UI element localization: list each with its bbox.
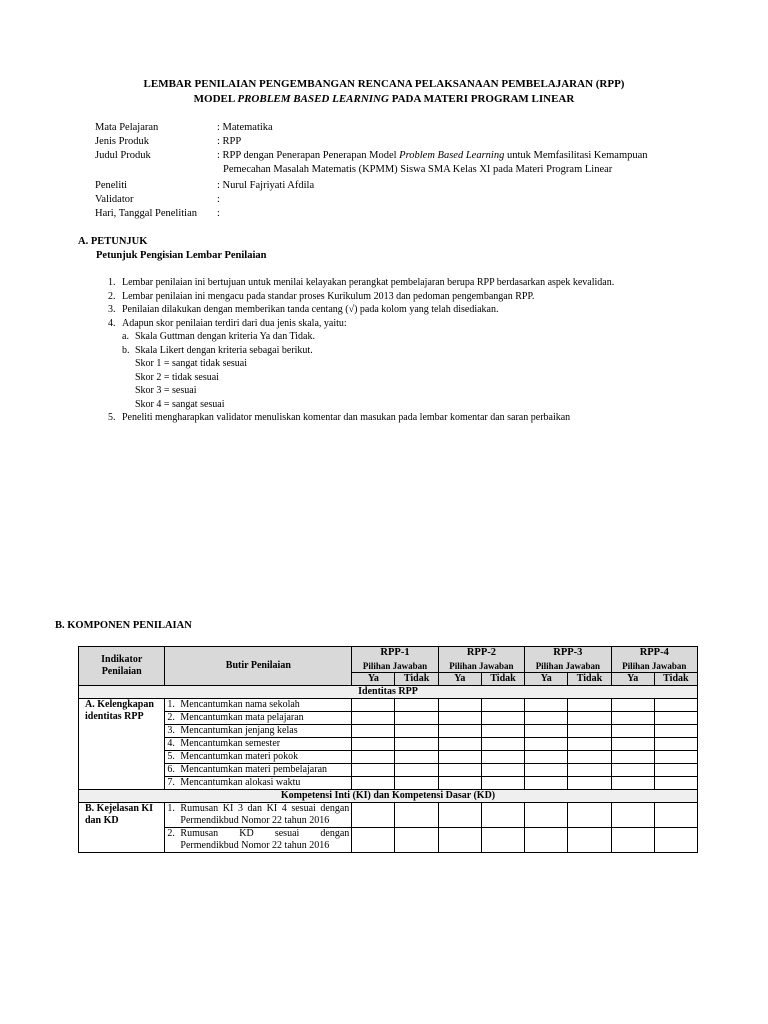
item-text: Skala Likert dengan kriteria sebagai berikut. xyxy=(135,344,313,356)
check-cell[interactable] xyxy=(611,776,654,789)
check-cell[interactable] xyxy=(568,698,611,711)
info-label: Jenis Produk xyxy=(95,136,149,147)
check-cell[interactable] xyxy=(481,737,524,750)
section-b-heading: B. KOMPONEN PENILAIAN xyxy=(55,620,192,631)
header-indikator: Indikator Penilaian xyxy=(79,647,165,686)
sub-list-item xyxy=(108,344,614,358)
butir-cell xyxy=(165,776,352,789)
item-text: Penilaian dilakukan dengan memberikan tanda centang (√) pada kolom yang telah disediakan. xyxy=(122,304,499,315)
check-cell[interactable] xyxy=(352,750,395,763)
header-ya: Ya xyxy=(611,672,654,685)
check-cell[interactable] xyxy=(568,827,611,852)
check-cell[interactable] xyxy=(611,802,654,827)
check-cell[interactable] xyxy=(438,802,481,827)
item-text: Adapun skor penilaian terdiri dari dua jenis skala, yaitu: xyxy=(122,317,347,329)
check-cell[interactable] xyxy=(568,776,611,789)
check-cell[interactable] xyxy=(654,802,697,827)
butir-number: 1. xyxy=(167,698,175,710)
check-cell[interactable] xyxy=(654,724,697,737)
check-cell[interactable] xyxy=(395,763,438,776)
check-cell[interactable] xyxy=(611,750,654,763)
table-row xyxy=(79,802,698,827)
check-cell[interactable] xyxy=(481,763,524,776)
indikator-b: B. Kejelasan KI dan KD xyxy=(79,802,165,852)
header-tidak: Tidak xyxy=(395,672,438,685)
check-cell[interactable] xyxy=(395,750,438,763)
item-number: 4. xyxy=(108,317,116,329)
group-ki-kd: Kompetensi Inti (KI) dan Kompetensi Dasar (KD) xyxy=(79,789,698,802)
check-cell[interactable] xyxy=(438,711,481,724)
item-number: 2. xyxy=(108,290,116,302)
item-number: 1. xyxy=(108,277,116,288)
check-cell[interactable] xyxy=(395,698,438,711)
petunjuk-list xyxy=(108,276,614,425)
item-number: 3. xyxy=(108,304,116,315)
check-cell[interactable] xyxy=(438,827,481,852)
table-row xyxy=(79,763,698,776)
info-value: : xyxy=(217,194,220,205)
sub-list-item xyxy=(108,330,614,344)
check-cell[interactable] xyxy=(654,698,697,711)
butir-cell xyxy=(165,711,352,724)
header-ya: Ya xyxy=(438,672,481,685)
check-cell[interactable] xyxy=(352,698,395,711)
table-row xyxy=(79,827,698,852)
header-pilihan-jawaban: Pilihan Jawaban xyxy=(611,660,697,673)
check-cell[interactable] xyxy=(525,711,568,724)
butir-cell xyxy=(165,750,352,763)
butir-number: 4. xyxy=(167,737,175,749)
item-text: Lembar penilaian ini mengacu pada standar proses Kurikulum 2013 dan pedoman pengembangan RPP. xyxy=(122,290,535,302)
check-cell[interactable] xyxy=(525,750,568,763)
info-value xyxy=(217,149,648,163)
list-item xyxy=(108,303,614,317)
header-ya: Ya xyxy=(352,672,395,685)
title-suffix: PADA MATERI PROGRAM LINEAR xyxy=(388,93,575,105)
check-cell[interactable] xyxy=(395,776,438,789)
document-title-line1: LEMBAR PENILAIAN PENGEMBANGAN RENCANA PELAKSANAAN PEMBELAJARAN (RPP) xyxy=(143,78,625,90)
header-tidak: Tidak xyxy=(481,672,524,685)
butir-text: Mencantumkan materi pembelajaran xyxy=(180,763,328,775)
butir-text: Rumusan KD sesuai dengan Permendikbud Nomor 22 tahun 2016 xyxy=(180,827,350,851)
check-cell[interactable] xyxy=(481,827,524,852)
check-cell[interactable] xyxy=(395,711,438,724)
check-cell[interactable] xyxy=(525,827,568,852)
check-cell[interactable] xyxy=(438,763,481,776)
check-cell[interactable] xyxy=(352,827,395,852)
check-cell[interactable] xyxy=(654,827,697,852)
judul-part-b: untuk Memfasilitasi Kemampuan xyxy=(504,150,648,161)
header-tidak: Tidak xyxy=(654,672,697,685)
check-cell[interactable] xyxy=(654,750,697,763)
butir-text: Mencantumkan jenjang kelas xyxy=(180,724,298,736)
skor-item: Skor 3 = sesuai xyxy=(135,385,197,396)
butir-number: 3. xyxy=(167,724,175,736)
butir-number: 2. xyxy=(167,827,175,839)
check-cell[interactable] xyxy=(611,737,654,750)
check-cell[interactable] xyxy=(352,737,395,750)
butir-cell xyxy=(165,737,352,750)
document-title-line2 xyxy=(0,93,768,105)
check-cell[interactable] xyxy=(438,724,481,737)
skor-item: Skor 2 = tidak sesuai xyxy=(135,371,219,383)
list-item xyxy=(108,290,614,304)
header-butir: Butir Penilaian xyxy=(165,647,352,686)
header-pilihan-jawaban: Pilihan Jawaban xyxy=(438,660,524,673)
info-value: : Nurul Fajriyati Afdila xyxy=(217,180,315,191)
check-cell[interactable] xyxy=(611,698,654,711)
check-cell[interactable] xyxy=(395,802,438,827)
check-cell[interactable] xyxy=(395,737,438,750)
table-row xyxy=(79,711,698,724)
check-cell[interactable] xyxy=(525,724,568,737)
info-label: Mata Pelajaran xyxy=(95,122,159,133)
check-cell[interactable] xyxy=(654,737,697,750)
info-value: : RPP xyxy=(217,136,242,147)
check-cell[interactable] xyxy=(568,802,611,827)
indikator-a: A. Kelengkapan identitas RPP xyxy=(79,698,165,789)
title-prefix: MODEL xyxy=(193,93,238,105)
table-row xyxy=(79,750,698,763)
butir-number: 1. xyxy=(167,802,175,814)
check-cell[interactable] xyxy=(654,711,697,724)
butir-number: 5. xyxy=(167,750,175,762)
info-value: Pemecahan Masalah Matematis (KPMM) Siswa SMA Kelas XI pada Materi Program Linear xyxy=(223,164,613,175)
check-cell[interactable] xyxy=(525,698,568,711)
check-cell[interactable] xyxy=(438,776,481,789)
info-value: : Matematika xyxy=(217,122,273,133)
check-cell[interactable] xyxy=(352,776,395,789)
check-cell[interactable] xyxy=(481,724,524,737)
check-cell[interactable] xyxy=(611,724,654,737)
section-a-subheading: Petunjuk Pengisian Lembar Penilaian xyxy=(96,250,267,261)
item-text: Peneliti mengharapkan validator menuliskan komentar dan masukan pada lembar komentar dan saran perbaikan xyxy=(122,412,571,423)
table-row xyxy=(79,698,698,711)
check-cell[interactable] xyxy=(568,750,611,763)
check-cell[interactable] xyxy=(525,737,568,750)
item-letter: b. xyxy=(122,344,130,356)
table-row xyxy=(79,776,698,789)
skor-item: Skor 1 = sangat tidak sesuai xyxy=(135,358,248,369)
header-rpp-1: RPP-1 xyxy=(352,647,438,660)
judul-italic: Problem Based Learning xyxy=(399,150,505,161)
butir-text: Mencantumkan alokasi waktu xyxy=(180,776,301,788)
check-cell[interactable] xyxy=(352,802,395,827)
table-row xyxy=(79,724,698,737)
butir-text: Rumusan KI 3 dan KI 4 sesuai dengan Permendikbud Nomor 22 tahun 2016 xyxy=(180,802,350,826)
item-text: Lembar penilaian ini bertujuan untuk menilai kelayakan perangkat pembelajaran berupa RPP berdasarkan aspek kevalidan. xyxy=(122,277,615,288)
check-cell[interactable] xyxy=(611,711,654,724)
table-row xyxy=(79,737,698,750)
header-rpp-4: RPP-4 xyxy=(611,647,697,660)
check-cell[interactable] xyxy=(395,827,438,852)
section-a-heading: A. PETUNJUK xyxy=(78,236,148,247)
check-cell[interactable] xyxy=(395,724,438,737)
penilaian-table xyxy=(78,646,698,853)
check-cell[interactable] xyxy=(611,763,654,776)
butir-text: Mencantumkan semester xyxy=(180,737,281,749)
info-value: : xyxy=(217,208,220,219)
check-cell[interactable] xyxy=(352,763,395,776)
butir-text: Mencantumkan nama sekolah xyxy=(180,698,300,710)
item-number: 5. xyxy=(108,412,116,423)
butir-number: 2. xyxy=(167,711,175,723)
butir-cell xyxy=(165,763,352,776)
item-text: Skala Guttman dengan kriteria Ya dan Tidak. xyxy=(135,331,315,342)
header-pilihan-jawaban: Pilihan Jawaban xyxy=(525,660,611,673)
check-cell[interactable] xyxy=(352,724,395,737)
check-cell[interactable] xyxy=(481,750,524,763)
title-italic: PROBLEM BASED LEARNING xyxy=(237,93,389,105)
list-item xyxy=(108,411,614,425)
check-cell[interactable] xyxy=(525,776,568,789)
list-item xyxy=(108,317,614,331)
check-cell[interactable] xyxy=(481,776,524,789)
butir-text: Mencantumkan materi pokok xyxy=(180,750,299,762)
check-cell[interactable] xyxy=(481,698,524,711)
butir-cell xyxy=(165,827,352,852)
header-pilihan-jawaban: Pilihan Jawaban xyxy=(352,660,438,673)
butir-cell xyxy=(165,724,352,737)
check-cell[interactable] xyxy=(352,711,395,724)
butir-cell xyxy=(165,698,352,711)
butir-number: 6. xyxy=(167,763,175,775)
check-cell[interactable] xyxy=(438,750,481,763)
item-letter: a. xyxy=(122,331,129,342)
check-cell[interactable] xyxy=(568,763,611,776)
header-tidak: Tidak xyxy=(568,672,611,685)
header-rpp-2: RPP-2 xyxy=(438,647,524,660)
check-cell[interactable] xyxy=(481,711,524,724)
header-ya: Ya xyxy=(525,672,568,685)
list-item xyxy=(108,276,614,290)
butir-number: 7. xyxy=(167,776,175,788)
check-cell[interactable] xyxy=(481,802,524,827)
check-cell[interactable] xyxy=(611,827,654,852)
group-identitas-rpp: Identitas RPP xyxy=(79,685,698,698)
butir-text: Mencantumkan mata pelajaran xyxy=(180,711,304,723)
judul-part-a: : RPP dengan Penerapan Penerapan Model xyxy=(217,150,400,161)
check-cell[interactable] xyxy=(438,698,481,711)
check-cell[interactable] xyxy=(525,763,568,776)
check-cell[interactable] xyxy=(654,776,697,789)
check-cell[interactable] xyxy=(568,711,611,724)
butir-cell xyxy=(165,802,352,827)
info-label: Judul Produk xyxy=(95,150,151,161)
check-cell[interactable] xyxy=(438,737,481,750)
check-cell[interactable] xyxy=(525,802,568,827)
info-label: Hari, Tanggal Penelitian xyxy=(95,208,198,219)
check-cell[interactable] xyxy=(568,737,611,750)
check-cell[interactable] xyxy=(654,763,697,776)
skor-item: Skor 4 = sangat sesuai xyxy=(135,398,225,410)
info-label: Peneliti xyxy=(95,180,128,191)
info-label: Validator xyxy=(95,194,134,205)
header-rpp-3: RPP-3 xyxy=(525,647,611,660)
check-cell[interactable] xyxy=(568,724,611,737)
